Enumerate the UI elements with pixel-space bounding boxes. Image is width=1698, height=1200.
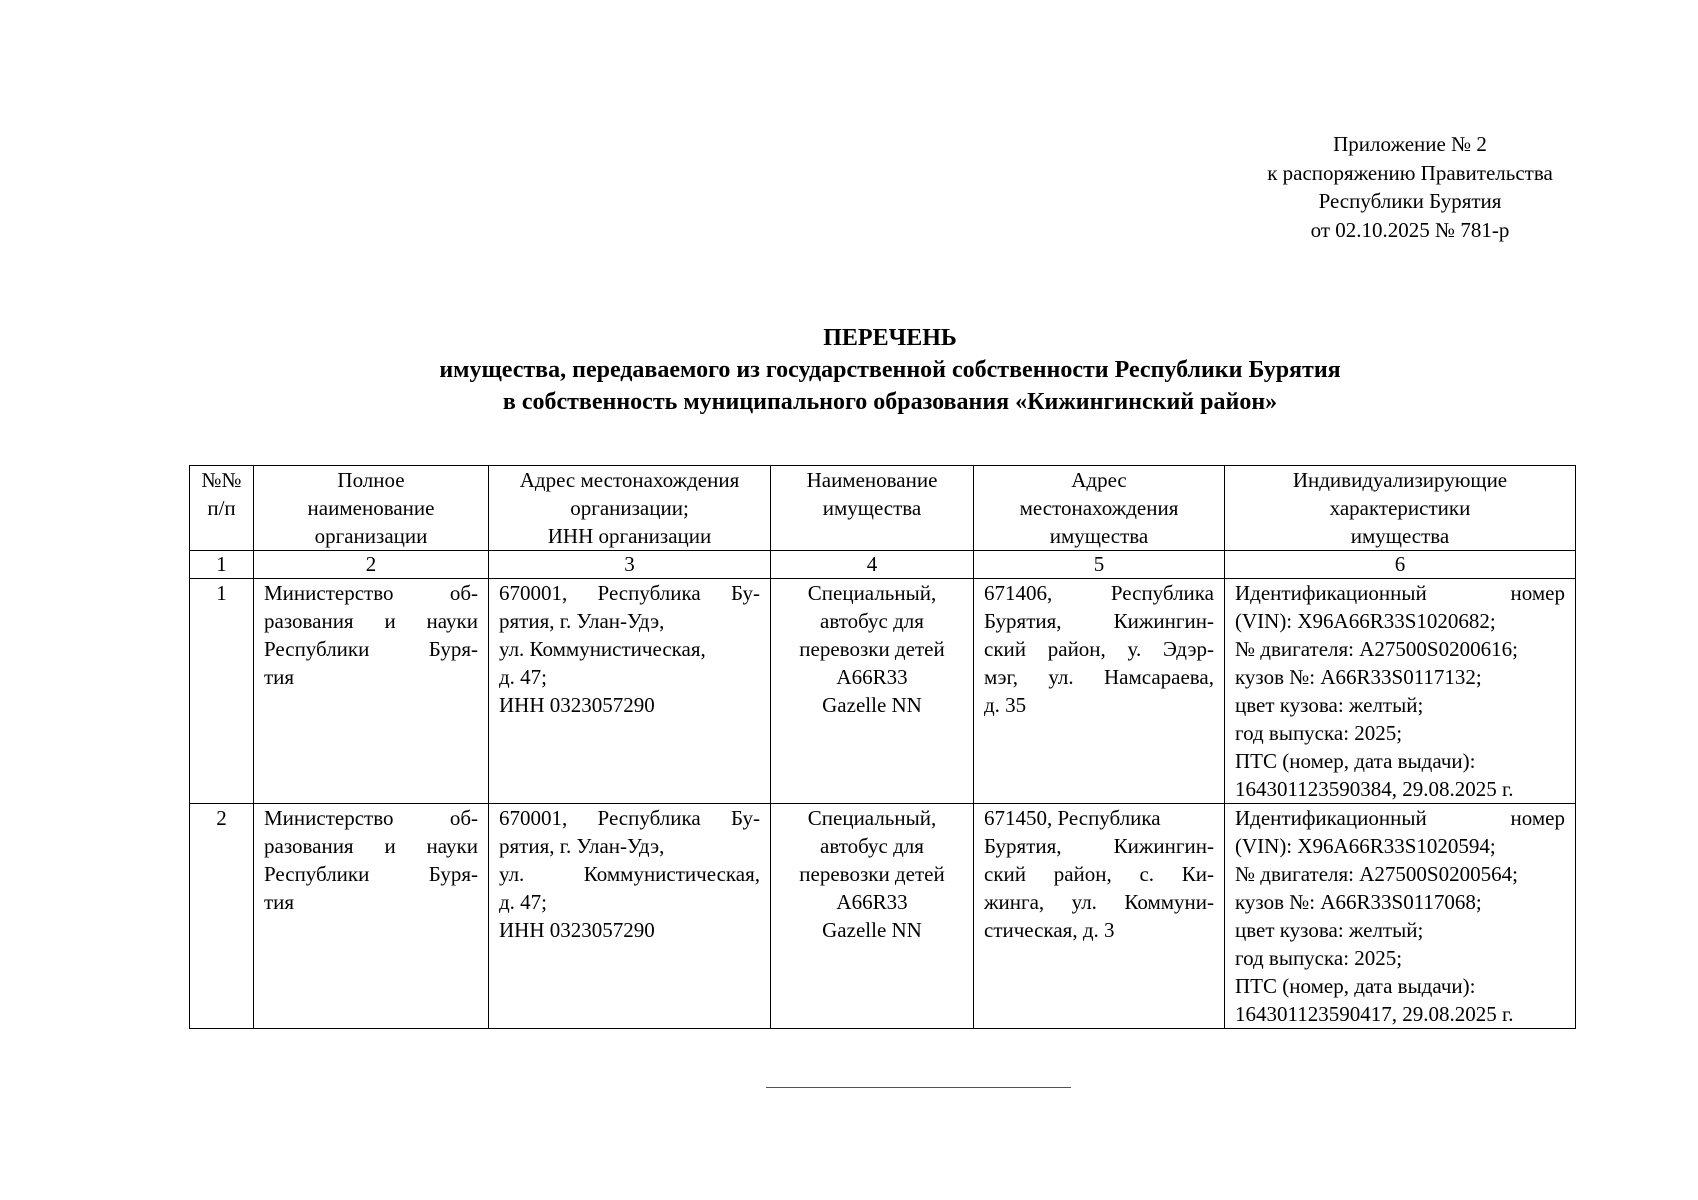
property-address-line: стическая, д. 3 bbox=[984, 918, 1115, 942]
document-subtitle-line2: в собственность муниципального образования «Кижингинский район» bbox=[502, 389, 1278, 415]
header-index bbox=[190, 466, 254, 551]
organization-line: тия bbox=[264, 665, 295, 689]
row-property-address bbox=[974, 579, 1225, 804]
footer-divider bbox=[766, 1087, 1071, 1088]
org-address-line: ИНН 0323057290 bbox=[499, 918, 655, 942]
org-address-line: д. 47; bbox=[499, 665, 548, 689]
header-organization-line: организации bbox=[314, 524, 428, 548]
org-address-line: 670001, Республика Бу- bbox=[499, 806, 760, 830]
characteristics-line: цвет кузова: желтый; bbox=[1235, 918, 1424, 942]
property-address-line: жинга, ул. Коммуни- bbox=[984, 890, 1214, 914]
header-characteristics bbox=[1225, 466, 1576, 551]
appendix-order-ref: к распоряжению Правительства bbox=[1267, 160, 1553, 185]
property-name-line: Gazelle NN bbox=[822, 918, 922, 942]
property-address-line: Бурятия, Кижингин- bbox=[984, 609, 1214, 633]
organization-line: Министерство об- bbox=[264, 581, 478, 605]
characteristics-line: Идентификационный номер bbox=[1235, 806, 1565, 830]
header-property-address bbox=[974, 466, 1225, 551]
property-address-line: 671406, Республика bbox=[984, 581, 1214, 605]
characteristics-line: 164301123590417, 29.08.2025 г. bbox=[1235, 1002, 1514, 1026]
header-organization-line: наименование bbox=[307, 496, 435, 520]
header-property-name bbox=[771, 466, 974, 551]
property-address-line: Бурятия, Кижингин- bbox=[984, 834, 1214, 858]
property-address-line: д. 35 bbox=[984, 693, 1027, 717]
org-address-line: д. 47; bbox=[499, 890, 548, 914]
org-address-line: ул. Коммунистическая, bbox=[499, 862, 760, 886]
row-property-name bbox=[771, 804, 974, 1029]
document-title-block bbox=[0, 322, 1698, 418]
org-address-line: ИНН 0323057290 bbox=[499, 693, 655, 717]
property-address-line: 671450, Республика bbox=[984, 806, 1161, 830]
organization-line: тия bbox=[264, 890, 295, 914]
row-organization bbox=[254, 579, 489, 804]
header-organization-line: Полное bbox=[337, 468, 405, 492]
row-index: 2 bbox=[190, 804, 254, 1029]
column-number: 4 bbox=[771, 551, 974, 579]
row-index: 1 bbox=[190, 579, 254, 804]
appendix-number: Приложение № 2 bbox=[1333, 132, 1487, 156]
header-org-address-line: Адрес местонахождения bbox=[519, 468, 740, 492]
characteristics-line: кузов №: A66R33S0117132; bbox=[1235, 665, 1482, 689]
property-address-line: мэг, ул. Намсараева, bbox=[984, 665, 1214, 689]
column-number: 6 bbox=[1225, 551, 1576, 579]
organization-line: Министерство об- bbox=[264, 806, 478, 830]
header-org-address-line: организации; bbox=[570, 496, 689, 520]
property-name-line: Специальный, bbox=[807, 806, 937, 830]
property-name-line: A66R33 bbox=[836, 665, 908, 689]
organization-line: Республики Буря- bbox=[264, 862, 478, 886]
property-address-line: ский район, у. Эдэр- bbox=[984, 637, 1214, 661]
characteristics-line: год выпуска: 2025; bbox=[1235, 946, 1403, 970]
characteristics-line: (VIN): X96A66R33S1020682; bbox=[1235, 609, 1496, 633]
column-number: 2 bbox=[254, 551, 489, 579]
property-name-line: Gazelle NN bbox=[822, 693, 922, 717]
characteristics-line: ПТС (номер, дата выдачи): bbox=[1235, 749, 1476, 773]
row-org-address bbox=[489, 804, 771, 1029]
row-org-address bbox=[489, 579, 771, 804]
header-property-address-line: местонахождения bbox=[1019, 496, 1179, 520]
organization-line: разования и науки bbox=[264, 609, 478, 633]
header-property-address-line: Адрес bbox=[1071, 468, 1127, 492]
appendix-republic: Республики Бурятия bbox=[1318, 189, 1502, 213]
property-name-line: Специальный, bbox=[807, 581, 937, 605]
characteristics-line: № двигателя: A27500S0200616; bbox=[1235, 637, 1518, 661]
characteristics-line: кузов №: A66R33S0117068; bbox=[1235, 890, 1482, 914]
characteristics-line: цвет кузова: желтый; bbox=[1235, 693, 1424, 717]
document-title: ПЕРЕЧЕНЬ bbox=[823, 325, 957, 351]
characteristics-line: год выпуска: 2025; bbox=[1235, 721, 1403, 745]
table-row bbox=[190, 579, 1576, 804]
property-name-line: A66R33 bbox=[836, 890, 908, 914]
header-characteristics-line: имущества bbox=[1350, 524, 1450, 548]
org-address-line: ул. Коммунистическая, bbox=[499, 637, 706, 661]
header-characteristics-line: Индивидуализирующие bbox=[1292, 468, 1508, 492]
header-property-address-line: имущества bbox=[1049, 524, 1149, 548]
table-row bbox=[190, 804, 1576, 1029]
row-characteristics bbox=[1225, 579, 1576, 804]
property-name-line: перевозки детей bbox=[799, 862, 945, 886]
org-address-line: рятия, г. Улан-Удэ, bbox=[499, 609, 665, 633]
column-number: 5 bbox=[974, 551, 1225, 579]
appendix-block bbox=[1240, 130, 1600, 244]
organization-line: Республики Буря- bbox=[264, 637, 478, 661]
characteristics-line: № двигателя: A27500S0200564; bbox=[1235, 862, 1518, 886]
row-organization bbox=[254, 804, 489, 1029]
row-property-address bbox=[974, 804, 1225, 1029]
property-name-line: автобус для bbox=[820, 834, 924, 858]
table-header-row bbox=[190, 466, 1576, 551]
property-table bbox=[189, 465, 1576, 1029]
property-name-line: перевозки детей bbox=[799, 637, 945, 661]
header-property-name-line: Наименование bbox=[806, 468, 938, 492]
column-numbers-row bbox=[190, 551, 1576, 579]
property-name-line: автобус для bbox=[820, 609, 924, 633]
column-number: 1 bbox=[190, 551, 254, 579]
appendix-date: от 02.10.2025 № 781-р bbox=[1310, 217, 1510, 242]
header-organization bbox=[254, 466, 489, 551]
characteristics-line: Идентификационный номер bbox=[1235, 581, 1565, 605]
row-characteristics bbox=[1225, 804, 1576, 1029]
characteristics-line: ПТС (номер, дата выдачи): bbox=[1235, 974, 1476, 998]
characteristics-line: 164301123590384, 29.08.2025 г. bbox=[1235, 777, 1514, 801]
header-index-line: п/п bbox=[207, 496, 236, 520]
document-subtitle-line1: имущества, передаваемого из государственной собственности Республики Бурятия bbox=[439, 357, 1341, 383]
characteristics-line: (VIN): X96A66R33S1020594; bbox=[1235, 834, 1496, 858]
organization-line: разования и науки bbox=[264, 834, 478, 858]
header-characteristics-line: характеристики bbox=[1329, 496, 1471, 520]
property-address-line: ский район, с. Ки- bbox=[984, 862, 1214, 886]
header-index-line: №№ bbox=[201, 468, 242, 492]
org-address-line: рятия, г. Улан-Удэ, bbox=[499, 834, 665, 858]
header-property-name-line: имущества bbox=[822, 496, 922, 520]
row-property-name bbox=[771, 579, 974, 804]
column-number: 3 bbox=[489, 551, 771, 579]
header-org-address bbox=[489, 466, 771, 551]
org-address-line: 670001, Республика Бу- bbox=[499, 581, 760, 605]
header-org-address-line: ИНН организации bbox=[547, 524, 712, 548]
